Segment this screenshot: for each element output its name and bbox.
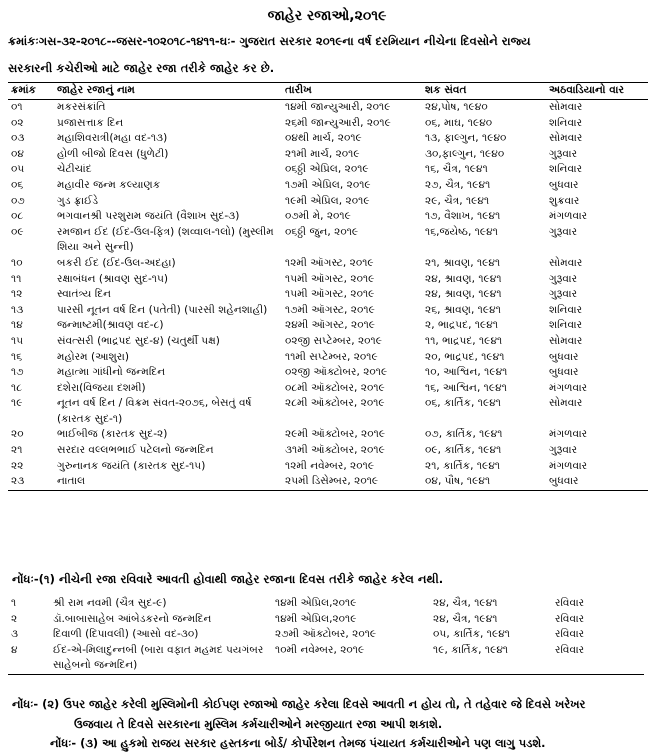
cell-holiday-name: શ્રી રામ નવમી (ચૈત્ર સુદ-૯)	[53, 597, 167, 609]
cell-date: ૦૬ઠ્ઠી જુન, ૨૦૧૯	[285, 225, 359, 238]
cell-date: ૨૫મી ડિસેમ્બર, ૨૦૧૯	[282, 474, 422, 490]
cell-serial: ૧૧	[11, 272, 22, 285]
cell-weekday: મંગળવાર	[549, 381, 588, 394]
cell-holiday-name: દિવાળી (દિપાવલી) (આસો વદ-૩૦)	[53, 628, 199, 641]
cell-serial: ૧૬	[11, 350, 23, 363]
table-row	[8, 350, 648, 366]
note-2-line-1: નોંધઃ- (૨) ઉપર જાહેર કરેલી મુસ્લિમોની કોઈપણ રજાઓ જાહેર કરેલા દિવસે આવતી ન હોય તો, તે તહેવાર જે દિવસે ખરેખર	[12, 697, 586, 711]
table-row	[8, 147, 648, 163]
table-row	[8, 443, 648, 459]
table-row	[8, 131, 648, 147]
cell-weekday: રવિવાર	[555, 597, 585, 609]
cell-holiday-name: ડૉ.બાબાસાહેબ આંબેડકરનો જન્મદિન	[53, 612, 212, 625]
cell-weekday: મંગળવાર	[549, 428, 588, 441]
col-header-shaka: શક સંવત	[422, 83, 546, 100]
cell-serial: ૨૧	[11, 444, 23, 457]
cell-date: ૦૮મી ઑક્ટોબર, ૨૦૧૯	[285, 381, 385, 394]
cell-serial: ૧૯	[11, 397, 23, 410]
cell-shaka-date: ૨, ભાદ્રપદ, ૧૯૪૧	[425, 319, 499, 332]
cell-shaka-date: ૧૭, વૈશાખ, ૧૯૪૧	[425, 210, 501, 223]
cell-shaka-date: ૨૪, શ્રાવણ, ૧૯૪૧	[425, 272, 502, 285]
cell-date: ૧૫મી ઑગસ્ટ, ૨૦૧૯	[285, 288, 375, 301]
cell-weekday: ગુરૂવાર	[549, 272, 578, 285]
cell-shaka-date: ૨૪, ચૈત્ર, ૧૯૪૧	[433, 612, 498, 625]
cell-date: ૧૪મી એપ્રિલ,૨૦૧૯	[275, 612, 357, 625]
cell-date: ૧૪મી જાન્યુઆરી, ૨૦૧૯	[285, 101, 391, 113]
note-2	[12, 694, 648, 734]
table-row	[8, 272, 648, 288]
cell-shaka-date: ૦૯, કાર્તિક, ૧૯૪૧	[425, 444, 502, 457]
cell-weekday: સોમવાર	[549, 334, 583, 347]
sunday-table-row	[8, 612, 644, 628]
cell-holiday-name: નાતાલ	[54, 474, 282, 490]
cell-serial: ૦૨	[11, 116, 24, 129]
cell-date: ૨૭મી ઑક્ટોબર, ૨૦૧૯	[275, 628, 377, 641]
cell-weekday: મંગળવાર	[549, 459, 588, 472]
cell-serial: ૨	[11, 612, 18, 625]
table-row	[8, 178, 648, 194]
note-2-line-2: ઉજવાય તે દિવસે સરકારના મુસ્લિમ કર્મચારીઓને મરજીયાત રજા આપી શકાશે.	[74, 717, 443, 731]
cell-shaka-date: ૨૦, ભાદ્રપદ, ૧૯૪૧	[425, 350, 505, 363]
sunday-table-row	[8, 643, 644, 675]
note-3: નોંધઃ- (૩) આ હુકમો રાજય સરકાર હસ્તકના બોર્ડ/ કોર્પોરેશન તેમજ પંચાયત કર્મચારીઓને પણ લાગુ પડશે.	[50, 736, 546, 750]
cell-date: ૦૭મી મે, ૨૦૧૯	[285, 210, 351, 223]
cell-serial: ૨૩	[8, 474, 54, 490]
cell-holiday-name: મહાત્મા ગાંધીનો જન્મદિન	[57, 366, 166, 379]
cell-holiday-name: ચેટીચાંદ	[57, 163, 92, 176]
cell-weekday: ગુરૂવાર	[549, 288, 578, 301]
cell-serial: ૦૫	[11, 163, 25, 176]
table-row	[8, 427, 648, 443]
cell-serial: ૧૩	[11, 303, 24, 316]
cell-holiday-name: સરદાર વલ્લભભાઈ પટેલનો જન્મદિન	[57, 444, 214, 457]
cell-weekday: સોમવાર	[549, 397, 583, 410]
cell-serial: ૦૧	[11, 101, 23, 113]
cell-date: ૧૨મી ઑગસ્ટ, ૨૦૧૯	[285, 256, 374, 269]
cell-weekday: શુક્રવાર	[549, 194, 580, 207]
col-header-name: જાહેર રજાનું નામ	[54, 83, 282, 100]
cell-serial: ૧૫	[11, 334, 24, 347]
cell-holiday-name: મહાવીર જન્મ કલ્યાણક	[57, 178, 161, 191]
cell-shaka-date: ૦૪, પૌષ, ૧૯૪૧	[422, 474, 546, 490]
cell-weekday: રવિવાર	[555, 612, 585, 625]
cell-date: ૨૧મી માર્ચ, ૨૦૧૯	[285, 147, 360, 160]
cell-holiday-name: પારસી નૂતન વર્ષ દિન (પતેતી) (પારસી શહેનશાહી)	[57, 303, 268, 316]
cell-holiday-name: ભગવાનશ્રી પરશુરામ જયંતિ (વૈશાખ સુદ-૩)	[57, 210, 240, 223]
cell-weekday: બુધવાર	[546, 474, 648, 490]
cell-shaka-date: ૨૪,પોષ, ૧૯૪૦	[425, 101, 488, 113]
cell-weekday: સોમવાર	[549, 101, 583, 113]
cell-shaka-date: ૨૯, ચૈત્ર, ૧૯૪૧	[425, 194, 490, 207]
table-row	[8, 365, 648, 381]
note-1: નોંધઃ-(૧) નીચેની રજા રવિવારે આવતી હોવાથી જાહેર રજાના દિવસ તરીકે જાહેર કરેલ નથી.	[12, 572, 444, 586]
cell-shaka-date: ૧૧, ભાદ્રપદ, ૧૯૪૧	[425, 334, 503, 347]
cell-shaka-date: ૧૦, આશ્વિન, ૧૯૪૧	[425, 366, 508, 379]
intro-line-1: ક્રમાંકઃગસ-૩૨-૨૦૧૮--જસર-૧૦૨૦૧૮-૧૪૧૧-ઘઃ- ગુજરાત સરકાર ૨૦૧૯ના વર્ષ દરમિયાન નીચેના દિવસોને રાજ્ય	[8, 34, 531, 48]
cell-holiday-name: મકરસંક્રાંતિ	[57, 101, 106, 113]
cell-weekday: બુધવાર	[549, 178, 579, 191]
cell-holiday-name: રક્ષાબંધન (શ્રાવણ સુદ-૧૫)	[57, 272, 169, 285]
table-row	[8, 162, 648, 178]
col-header-date: તારીખ	[282, 83, 422, 100]
page-title: જાહેર રજાઓ,૨૦૧૯	[267, 8, 387, 24]
cell-serial: ૦૭	[11, 194, 25, 207]
cell-shaka-date: ૨૪, શ્રાવણ, ૧૯૪૧	[425, 288, 502, 301]
cell-date: ૧૫મી ઑગસ્ટ, ૨૦૧૯	[285, 272, 375, 285]
cell-holiday-name: ઈદ-એ-મિલાદુન્નબી (બારા વફાત મહમદ પયગંબર સાહેબનો જન્મદિન)	[50, 643, 272, 675]
holiday-table-header	[8, 83, 648, 100]
cell-weekday: શનિવાર	[549, 303, 583, 316]
cell-serial: ૦૬	[11, 178, 24, 191]
cell-serial: ૪	[8, 643, 50, 675]
sunday-table-row	[8, 627, 644, 643]
cell-holiday-name: મહોરમ (આશુરા)	[57, 350, 129, 363]
cell-serial: ૧૭	[11, 366, 24, 379]
cell-serial: ૦૮	[11, 210, 24, 223]
cell-date: ૨૪મી ઑગસ્ટ, ૨૦૧૯	[285, 319, 376, 332]
cell-weekday: બુધવાર	[549, 350, 579, 363]
cell-date: ૧૧મી સપ્ટેમ્બર, ૨૦૧૯	[285, 350, 378, 363]
cell-shaka-date: ૧૬, ચૈત્ર, ૧૯૪૧	[425, 163, 488, 176]
cell-serial: ૦૪	[11, 147, 24, 160]
col-header-serial: ક્રમાંક	[8, 83, 54, 100]
cell-date: ૧૦મી નવેમ્બર, ૨૦૧૯	[272, 643, 430, 675]
cell-date: ૨૬મી જાન્યુઆરી, ૨૦૧૯	[285, 116, 391, 129]
sunday-table-row	[8, 596, 644, 612]
cell-holiday-name: સંવત્સરી (ભાદ્રપદ સુદ-૪) (ચતુર્થી પક્ષ)	[57, 334, 220, 347]
cell-shaka-date: ૦૭, કાર્તિક, ૧૯૪૧	[425, 428, 503, 441]
cell-weekday: સોમવાર	[549, 132, 583, 145]
sunday-holiday-table	[8, 596, 644, 675]
cell-holiday-name: ભાઈબીજ (કારતક સુદ-૨)	[57, 428, 168, 441]
cell-shaka-date: ૧૯, કાર્તિક, ૧૯૪૧	[430, 643, 552, 675]
cell-weekday: શનિવાર	[549, 163, 583, 176]
cell-date: ૦૨જી સપ્ટેમ્બર, ૨૦૧૯	[285, 334, 383, 347]
table-row	[8, 396, 648, 427]
table-row	[8, 256, 648, 272]
table-row	[8, 209, 648, 225]
table-row	[8, 381, 648, 397]
cell-shaka-date: ૨૪, ચૈત્ર, ૧૯૪૧	[433, 597, 498, 609]
cell-date: ૧૭મી એપ્રિલ, ૨૦૧૯	[285, 178, 371, 191]
cell-holiday-name: પ્રજાસત્તાક દિન	[57, 116, 124, 129]
cell-weekday: ગુરૂવાર	[549, 147, 578, 160]
table-row	[8, 194, 648, 210]
cell-serial: ૦૩	[11, 132, 25, 145]
cell-shaka-date: ૦૬, કાર્તિક, ૧૯૪૧	[425, 397, 501, 410]
cell-shaka-date: ૧૬, આશ્વિન, ૧૯૪૧	[425, 381, 507, 394]
cell-weekday: શનિવાર	[549, 319, 583, 332]
table-row	[8, 287, 648, 303]
cell-shaka-date: ૨૭, ચૈત્ર, ૧૯૪૧	[425, 178, 491, 191]
table-row	[8, 303, 648, 319]
cell-weekday: શનિવાર	[549, 116, 583, 129]
cell-shaka-date: ૨૧, કાર્તિક, ૧૯૪૧	[425, 459, 501, 472]
cell-date: ૨૮મી ઑક્ટોબર, ૨૦૧૯	[285, 397, 385, 410]
cell-date: ૦૨જી ઑક્ટોબર, ૨૦૧૯	[285, 366, 388, 379]
table-row	[8, 100, 648, 116]
cell-holiday-name: જન્માષ્ટમી(શ્રાવણ વદ-૮)	[57, 319, 164, 332]
cell-date: ૩૧મી ઑક્ટોબર, ૨૦૧૯	[285, 444, 385, 457]
table-row	[8, 459, 648, 475]
cell-serial: ૧૨	[11, 288, 23, 301]
cell-shaka-date: ૧૬,જયેષ્ઠ, ૧૯૪૧	[425, 225, 498, 238]
cell-weekday: ગુરૂવાર	[549, 225, 578, 238]
cell-serial: ૧	[11, 597, 17, 609]
cell-date: ૧૭મી ઑગસ્ટ, ૨૦૧૯	[285, 303, 375, 316]
cell-date: ૧૪મી એપ્રિલ,૨૦૧૯	[275, 597, 357, 609]
cell-shaka-date: ૧૩, ફાલ્ગુન, ૧૯૪૦	[425, 132, 507, 145]
cell-holiday-name: ગુડ ફ્રાઈડે	[57, 194, 99, 207]
cell-date: ૧૯મી એપ્રિલ, ૨૦૧૯	[285, 194, 370, 207]
cell-holiday-name: દશેરા(વિજયા દશમી)	[57, 381, 146, 394]
cell-serial: ૧૮	[11, 381, 23, 394]
cell-date: ૦૬ઠ્ઠી એપ્રિલ, ૨૦૧૯	[285, 163, 369, 176]
cell-serial: ૦૯	[11, 225, 24, 238]
table-row	[8, 225, 648, 256]
holiday-table	[8, 82, 648, 491]
cell-holiday-name: હોળી બીજો દિવસ (ધુળેટી)	[57, 147, 169, 160]
cell-shaka-date: ૦૬, માઘ, ૧૯૪૦	[425, 116, 493, 129]
cell-serial: ૧૪	[11, 319, 23, 332]
cell-holiday-name: મહાશિવરાત્રી(મહા વદ-૧૩)	[57, 132, 168, 145]
cell-shaka-date: ૦૫, કાર્તિક, ૧૯૪૧	[433, 628, 510, 641]
table-row	[8, 474, 648, 490]
cell-shaka-date: ૨૬, શ્રાવણ, ૧૯૪૧	[425, 303, 501, 316]
cell-holiday-name: ગુરુનાનક જયંતિ (કારતક સુદ-૧૫)	[57, 459, 206, 472]
intro-line-2: સરકારની કચેરીઓ માટે જાહેર રજા તરીકે જાહેર કર છે.	[8, 61, 275, 75]
col-header-weekday: અઠવાડિયાનો વાર	[546, 83, 648, 100]
cell-date: ૦૪થી માર્ચ, ૨૦૧૯	[285, 132, 362, 145]
cell-holiday-name: રમજાન ઈદ (ઈદ-ઉલ-ફિત્ર) (શવ્વાલ-૧લો) (મુસ્લીમ શિયા અને સુન્ની)	[57, 225, 274, 254]
cell-holiday-name: સ્વાતંત્ર્ય દિન	[57, 288, 112, 301]
cell-weekday: ગુરૂવાર	[549, 444, 578, 457]
cell-date: ૨૯મી ઑક્ટોબર, ૨૦૧૯	[285, 428, 386, 441]
cell-holiday-name: બકરી ઈદ (ઈદ-ઉલ-અદહા)	[57, 256, 176, 269]
table-row	[8, 318, 648, 334]
cell-serial: ૧૦	[11, 256, 23, 269]
cell-serial: ૨૦	[11, 428, 24, 441]
cell-shaka-date: ૩૦,ફાલ્ગુન, ૧૯૪૦	[425, 147, 505, 160]
cell-shaka-date: ૨૧, શ્રાવણ, ૧૯૪૧	[425, 256, 501, 269]
cell-weekday: બુધવાર	[549, 366, 579, 379]
cell-weekday: સોમવાર	[549, 256, 583, 269]
table-row	[8, 116, 648, 132]
cell-serial: ૩	[11, 628, 19, 641]
cell-weekday: મંગળવાર	[549, 210, 588, 223]
cell-holiday-name: નૂતન વર્ષ દિન / વિક્રમ સંવત-૨૦૭૬, બેસતું વર્ષ (કારતક સુદ-૧)	[57, 397, 252, 425]
cell-date: ૧૨મી નવેમ્બર, ૨૦૧૯	[285, 459, 375, 472]
cell-serial: ૨૨	[11, 459, 24, 472]
cell-weekday: રવિવાર	[552, 643, 644, 675]
table-row	[8, 334, 648, 350]
cell-weekday: રવિવાર	[555, 628, 585, 641]
